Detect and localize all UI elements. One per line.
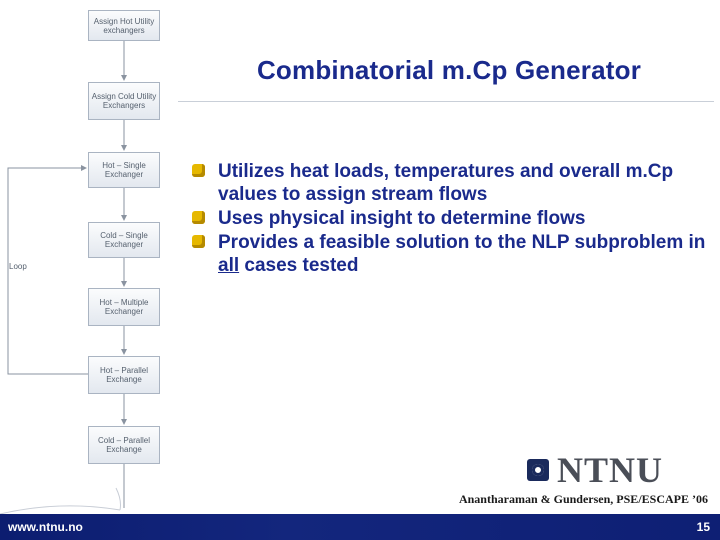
citation: Anantharaman & Gundersen, PSE/ESCAPE ’06 [458,492,708,506]
bullet-item [190,207,715,230]
footer-bar [0,514,720,540]
ntnu-logo [527,450,663,490]
bullet-text: cases tested [239,255,359,276]
loop-label: Loop [9,262,27,271]
bullet-text: Provides a feasible solution to the NLP subproblem in [218,232,706,253]
bullet-item [190,231,715,277]
flow-step-hot-multiple: Hot – Multiple Exchanger [88,288,160,326]
bullet-box-icon [192,235,205,248]
flow-step-hot-parallel: Hot – Parallel Exchange [88,356,160,394]
bullet-box-icon [192,164,205,177]
flow-step-cold-parallel: Cold – Parallel Exchange [88,426,160,464]
ntnu-logo-mark-icon [527,459,549,481]
bullet-text-underlined: all [218,255,240,276]
flow-step-cold-single: Cold – Single Exchanger [88,222,160,258]
page-number: 15 [696,520,710,534]
flow-step-assign-cold: Assign Cold Utility Exchangers [88,82,160,120]
footer-url-link[interactable]: www.ntnu.no [8,520,83,534]
footer-swoosh-icon [0,470,140,515]
ntnu-logo-text: NTNU [557,450,664,490]
bullet-box-icon [192,211,205,224]
flowchart [0,0,170,515]
bullet-text: Uses physical insight to determine flows [218,208,586,229]
title-divider [178,101,714,102]
bullet-text: Utilizes heat loads, temperatures and overall m.Cp values to assign stream flows [218,161,674,205]
loop-line [8,168,88,374]
flow-step-assign-hot: Assign Hot Utility exchangers [88,10,160,41]
flow-step-hot-single: Hot – Single Exchanger [88,152,160,188]
slide-title: Combinatorial m.Cp Generator [256,55,642,85]
bullet-item [190,160,715,206]
bullet-list [190,160,715,278]
